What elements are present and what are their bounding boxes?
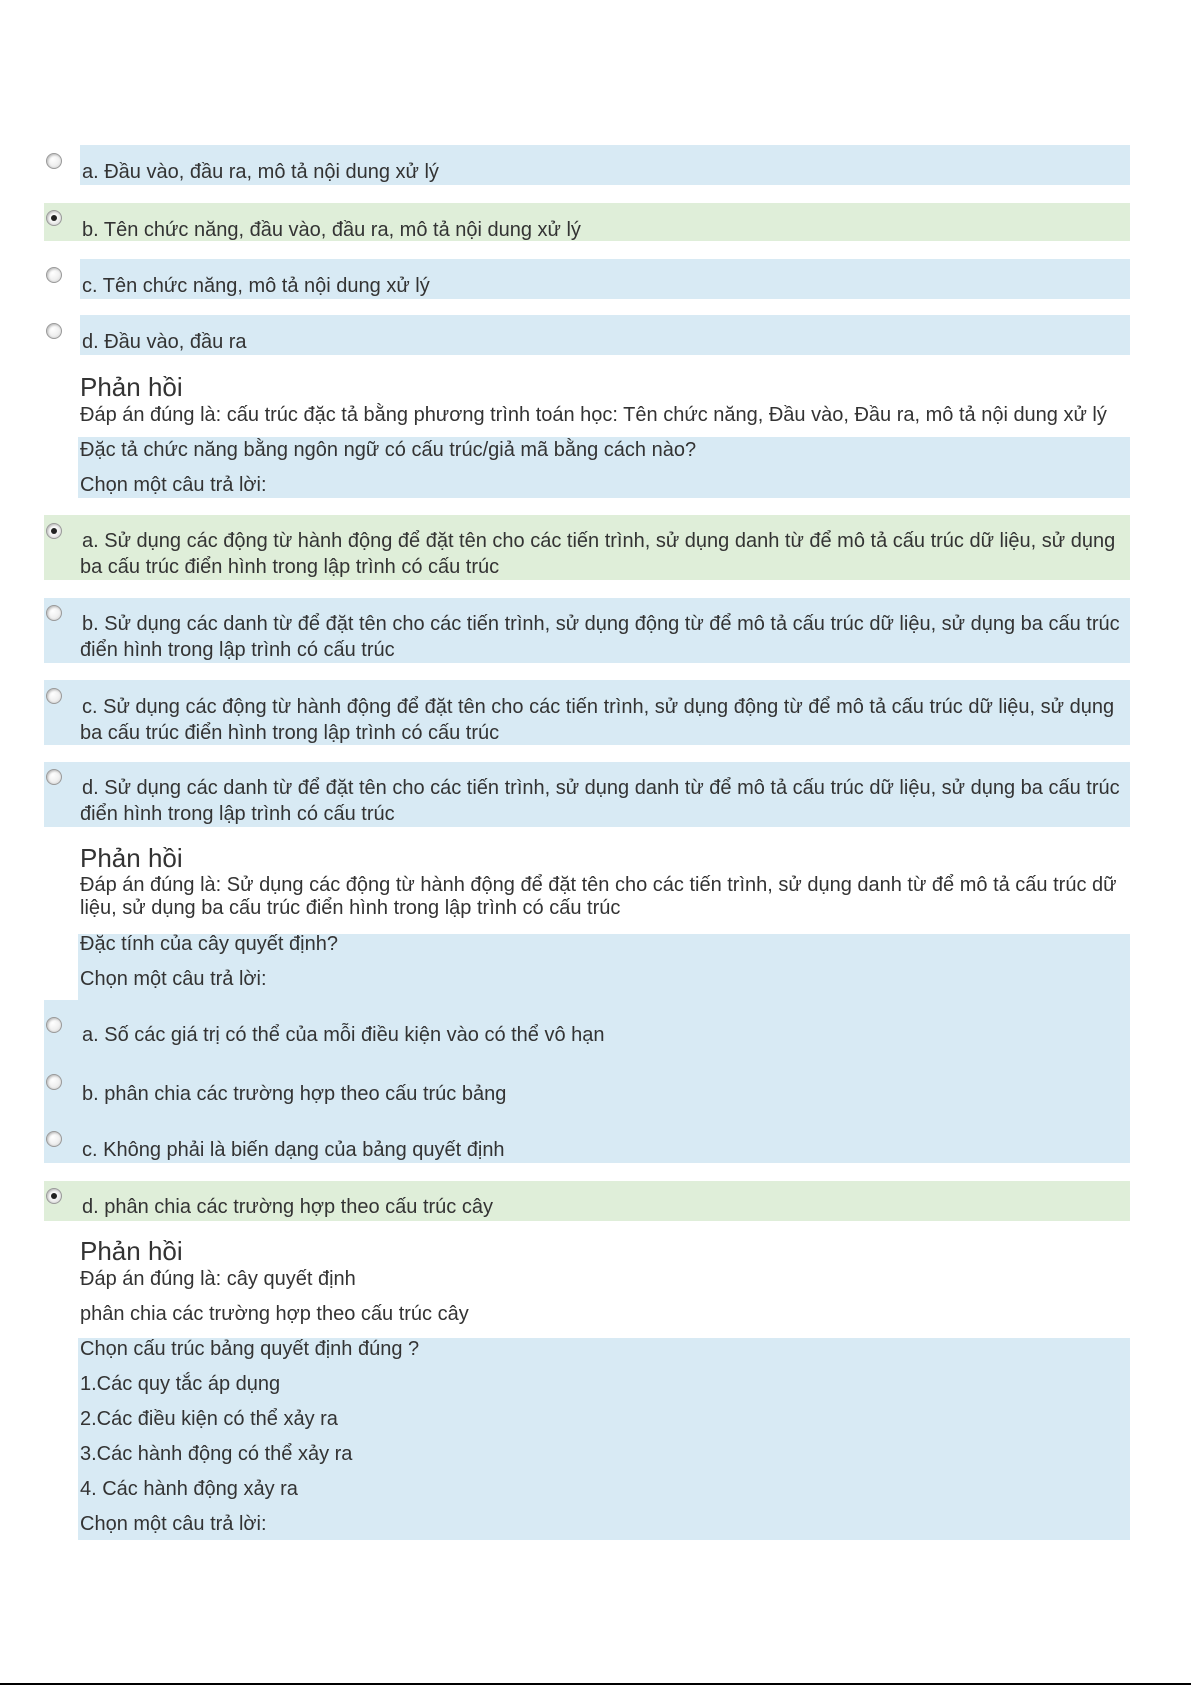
q2-option-b-radio[interactable] bbox=[46, 605, 62, 621]
q3-option-b-label: b. phân chia các trường hợp theo cấu trúc bảng bbox=[82, 1083, 507, 1105]
q3-option-a-radio[interactable] bbox=[46, 1017, 62, 1033]
q2-option-c-label: c. Sử dụng các động từ hành động để đặt tên cho các tiến trình, sử dụng động từ để mô tả cấu trúc dữ liệu, sử dụng ba cấu trúc điển hình trong lập trình có cấu trúc bbox=[80, 696, 1115, 744]
q2-prompt: Chọn một câu trả lời: bbox=[80, 474, 267, 496]
q2-option-a-radio[interactable] bbox=[46, 523, 62, 539]
q3-feedback-title: Phản hồi bbox=[80, 1236, 183, 1266]
q4-question-text: Chọn cấu trúc bảng quyết định đúng ? bbox=[80, 1338, 420, 1360]
q1-option-b-label: b. Tên chức năng, đầu vào, đầu ra, mô tả nội dung xử lý bbox=[82, 219, 581, 241]
q2-option-a-label: a. Sử dụng các động từ hành động để đặt tên cho các tiến trình, sử dụng danh từ để mô tả cấu trúc dữ liệu, sử dụng ba cấu trúc điển hình trong lập trình có cấu trúc bbox=[80, 530, 1116, 578]
q2-option-b-label: b. Sử dụng các danh từ để đặt tên cho các tiến trình, sử dụng động từ để mô tả cấu trúc dữ liệu, sử dụng ba cấu trúc điển hình trong lập trình có cấu trúc bbox=[80, 613, 1120, 661]
q3-question-text: Đặc tính của cây quyết định? bbox=[80, 933, 338, 955]
q3-prompt: Chọn một câu trả lời: bbox=[80, 968, 267, 990]
q1-option-b-radio[interactable] bbox=[46, 210, 62, 226]
q4-prompt: Chọn một câu trả lời: bbox=[80, 1513, 267, 1535]
q3-feedback-extra: phân chia các trường hợp theo cấu trúc cây bbox=[80, 1303, 469, 1325]
q4-line-4: 4. Các hành động xảy ra bbox=[80, 1478, 298, 1500]
q3-option-b-radio[interactable] bbox=[46, 1074, 62, 1090]
q2-option-c-radio[interactable] bbox=[46, 688, 62, 704]
q2-feedback-title: Phản hồi bbox=[80, 843, 183, 873]
q3-option-c-radio[interactable] bbox=[46, 1131, 62, 1147]
q2-question-text: Đặc tả chức năng bằng ngôn ngữ có cấu trúc/giả mã bằng cách nào? bbox=[80, 439, 697, 461]
q3-feedback-text: Đáp án đúng là: cây quyết định bbox=[80, 1268, 356, 1290]
q3-option-d-label: d. phân chia các trường hợp theo cấu trúc cây bbox=[82, 1196, 493, 1218]
q1-option-d-radio[interactable] bbox=[46, 323, 62, 339]
q2-option-d-radio[interactable] bbox=[46, 769, 62, 785]
q3-option-d-radio[interactable] bbox=[46, 1188, 62, 1204]
q4-question-box bbox=[78, 1338, 1130, 1540]
q1-option-c-label: c. Tên chức năng, mô tả nội dung xử lý bbox=[82, 275, 430, 297]
q1-option-a-label: a. Đầu vào, đầu ra, mô tả nội dung xử lý bbox=[82, 161, 439, 183]
q4-line-1: 1.Các quy tắc áp dụng bbox=[80, 1373, 281, 1395]
q2-option-d-label: d. Sử dụng các danh từ để đặt tên cho các tiến trình, sử dụng danh từ để mô tả cấu trúc dữ liệu, sử dụng ba cấu trúc điển hình trong lập trình có cấu trúc bbox=[80, 777, 1120, 825]
q1-feedback-text: Đáp án đúng là: cấu trúc đặc tả bằng phương trình toán học: Tên chức năng, Đầu vào, Đầu ra, mô tả nội dung xử lý bbox=[80, 404, 1107, 426]
q3-option-a-label: a. Số các giá trị có thể của mỗi điều kiện vào có thể vô hạn bbox=[82, 1024, 605, 1046]
q3-option-c-label: c. Không phải là biến dạng của bảng quyết định bbox=[82, 1139, 505, 1161]
q1-option-a-radio[interactable] bbox=[46, 153, 62, 169]
q4-line-2: 2.Các điều kiện có thể xảy ra bbox=[80, 1408, 338, 1430]
q1-option-d-label: d. Đầu vào, đầu ra bbox=[82, 331, 247, 353]
q2-feedback-text: Đáp án đúng là: Sử dụng các động từ hành động để đặt tên cho các tiến trình, sử dụng danh từ để mô tả cấu trúc dữ liệu, sử dụng ba cấu trúc điển hình trong lập trình có cấu trúc bbox=[80, 874, 1117, 919]
q1-feedback-title: Phản hồi bbox=[80, 372, 183, 402]
q1-option-c-radio[interactable] bbox=[46, 267, 62, 283]
q4-line-3: 3.Các hành động có thể xảy ra bbox=[80, 1443, 353, 1465]
